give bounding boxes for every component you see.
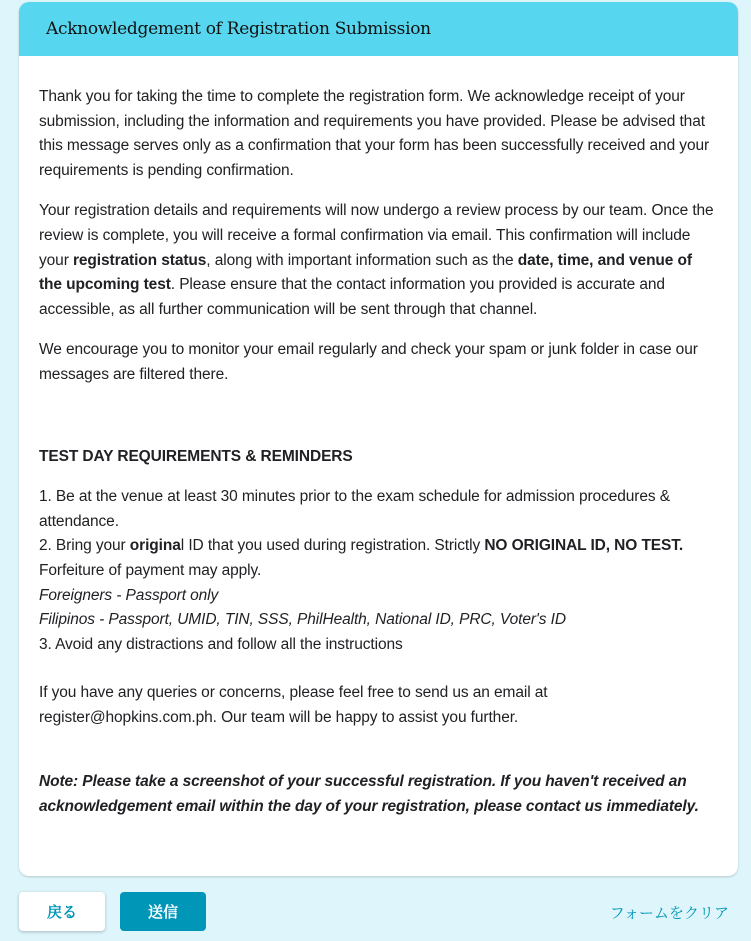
- monitor-email-paragraph: We encourage you to monitor your email regularly and check your spam or junk folder in case our messages are filtered there.: [39, 341, 698, 383]
- req2-no-id-emphasis: NO ORIGINAL ID, NO TEST.: [484, 537, 684, 555]
- review-process-paragraph: [39, 199, 718, 322]
- review-text-2: , along with important information such as the: [206, 251, 518, 269]
- req2-original-emphasis: origina: [129, 537, 181, 555]
- req2-text-3: Forfeiture of payment may apply.: [39, 561, 262, 579]
- req2-text-2: l ID that you used during registration. Strictly: [180, 537, 485, 555]
- clear-form-link[interactable]: フォームをクリア: [609, 905, 729, 922]
- req2-text-1: 2. Bring your: [39, 537, 130, 555]
- thank-you-paragraph: Thank you for taking the time to complete the registration form. We acknowledge receipt of your submission, including the information and requirements you have provided. Please be advised that this message serves only as a confirmation that your form has been successfully received and your requirements is pending confirmation.: [39, 88, 710, 179]
- back-button[interactable]: 戻る: [19, 892, 105, 931]
- contact-paragraph: If you have any queries or concerns, please feel free to send us an email at register@hopkins.com.ph. Our team will be happy to assist you further.: [39, 684, 548, 726]
- card-body: [19, 56, 738, 820]
- requirement-item-1: 1. Be at the venue at least 30 minutes prior to the exam schedule for admission procedures & attendance.: [39, 488, 670, 530]
- requirement-item-3: 3. Avoid any distractions and follow all the instructions: [39, 635, 403, 653]
- review-text-3: . Please ensure that the contact information you provided is accurate and accessible, as all further communication will be sent through that channel.: [39, 276, 665, 318]
- acknowledgement-card: [19, 2, 738, 876]
- foreigners-id-note: Foreigners - Passport only: [39, 586, 219, 604]
- card-title: Acknowledgement of Registration Submission: [46, 19, 431, 39]
- requirement-item-2: [39, 534, 718, 583]
- screenshot-note: Note: Please take a screenshot of your successful registration. If you haven't received an acknowledgement email within the day of your registration, please contact us immediately.: [39, 773, 699, 816]
- test-day-section-title: TEST DAY REQUIREMENTS & REMINDERS: [39, 447, 353, 465]
- card-header: [19, 2, 738, 56]
- form-footer: [0, 890, 751, 935]
- filipinos-id-note: Filipinos - Passport, UMID, TIN, SSS, PhilHealth, National ID, PRC, Voter's ID: [39, 611, 566, 629]
- registration-status-emphasis: registration status: [72, 251, 207, 269]
- review-text-1: Your registration details and requirements will now undergo a review process by our team. Once the review is complete, you will receive a formal confirmation via email. This confirmation will include your: [39, 202, 714, 269]
- test-details-emphasis: date, time, and venue of the upcoming test: [39, 251, 692, 294]
- submit-button[interactable]: 送信: [120, 892, 206, 931]
